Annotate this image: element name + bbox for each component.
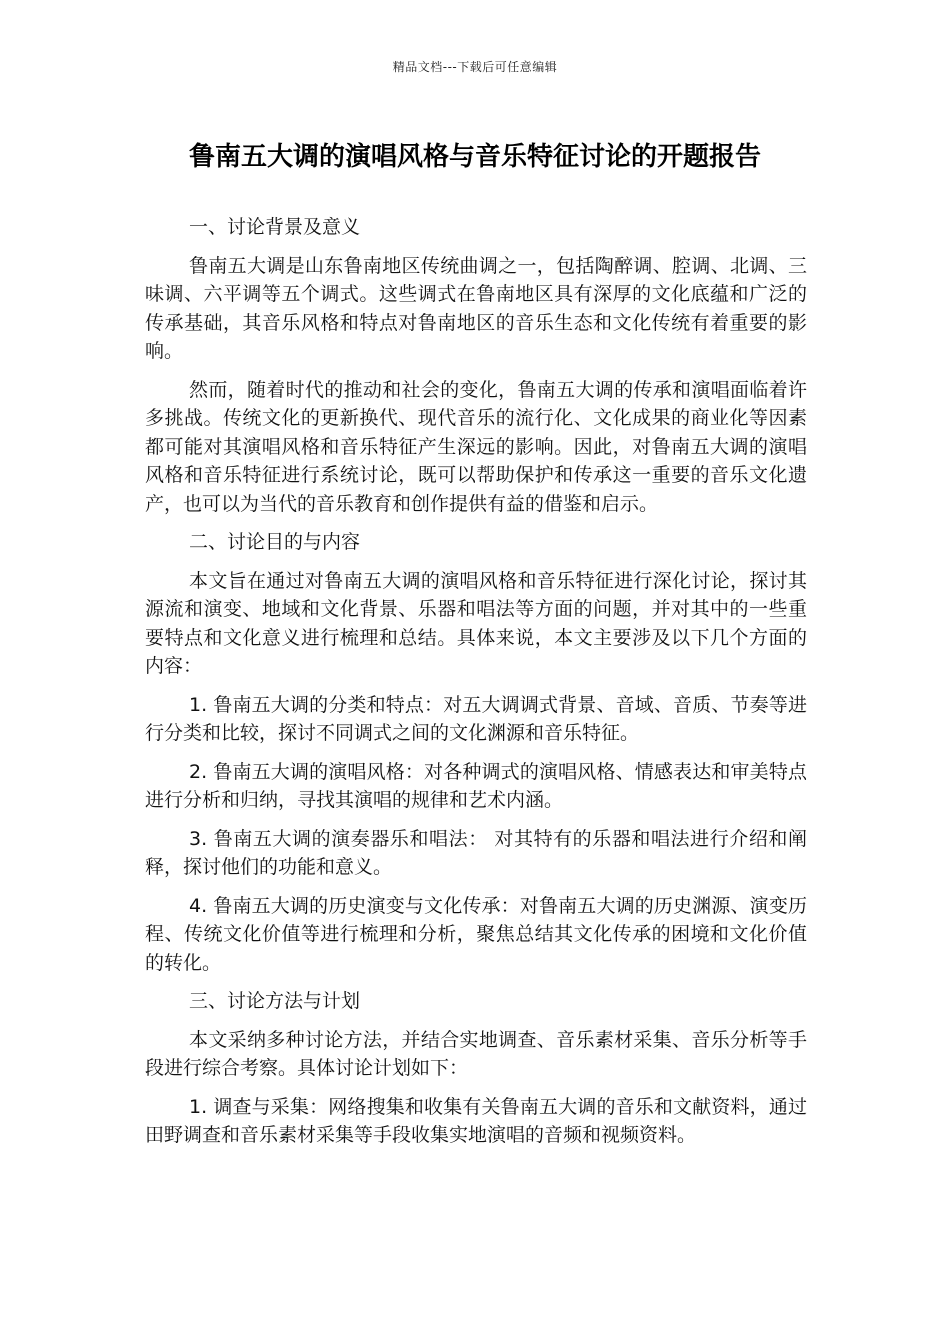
section-heading-methods: 三、讨论方法与计划 xyxy=(189,990,361,1012)
document-body xyxy=(145,213,807,1160)
header-note: 精品文档---下载后可任意编辑 xyxy=(392,60,558,74)
paragraph-background-2: 然而，随着时代的推动和社会的变化，鲁南五大调的传承和演唱面临着许多挑战。传统文化的更新换代、现代音乐的流行化、文化成果的商业化等因素都可能对其演唱风格和音乐特征产生深远的影响。因此，对鲁南五大调的演唱风格和音乐特征进行系统讨论，既可以帮助保护和传承这一重要的音乐文化遗产，也可以为当代的音乐教育和创作提供有益的借鉴和启示。 xyxy=(145,378,807,515)
list-item-history: 4. 鲁南五大调的历史演变与文化传承：对鲁南五大调的历史渊源、演变历程、传统文化价值等进行梳理和分析，聚焦总结其文化传承的困境和文化价值的转化。 xyxy=(145,894,807,974)
list-item-instruments: 3. 鲁南五大调的演奏器乐和唱法： 对其特有的乐器和唱法进行介绍和阐释，探讨他们的功能和意义。 xyxy=(145,827,807,878)
list-item-classification: 1. 鲁南五大调的分类和特点：对五大调调式背景、音域、音质、节奏等进行分类和比较，探讨不同调式之间的文化渊源和音乐特征。 xyxy=(145,693,807,744)
list-item-singing-style: 2. 鲁南五大调的演唱风格：对各种调式的演唱风格、情感表达和审美特点进行分析和归纳，寻找其演唱的规律和艺术内涵。 xyxy=(145,760,807,811)
section-heading-background: 一、讨论背景及意义 xyxy=(189,216,361,238)
paragraph-background-1: 鲁南五大调是山东鲁南地区传统曲调之一，包括陶醉调、腔调、北调、三味调、六平调等五个调式。这些调式在鲁南地区具有深厚的文化底蕴和广泛的传承基础，其音乐风格和特点对鲁南地区的音乐生态和文化传统有着重要的影响。 xyxy=(145,254,807,362)
document-title: 鲁南五大调的演唱风格与音乐特征讨论的开题报告 xyxy=(188,142,761,172)
paragraph-purpose-intro: 本文旨在通过对鲁南五大调的演唱风格和音乐特征进行深化讨论，探讨其源流和演变、地域和文化背景、乐器和唱法等方面的问题，并对其中的一些重要特点和文化意义进行梳理和总结。具体来说，本文主要涉及以下几个方面的内容： xyxy=(145,569,807,677)
paragraph-methods-intro: 本文采纳多种讨论方法，并结合实地调查、音乐素材采集、音乐分析等手段进行综合考察。具体讨论计划如下： xyxy=(145,1028,807,1079)
section-heading-purpose: 二、讨论目的与内容 xyxy=(189,531,361,553)
list-item-survey: 1. 调查与采集：网络搜集和收集有关鲁南五大调的音乐和文献资料，通过田野调查和音乐素材采集等手段收集实地演唱的音频和视频资料。 xyxy=(145,1095,807,1146)
